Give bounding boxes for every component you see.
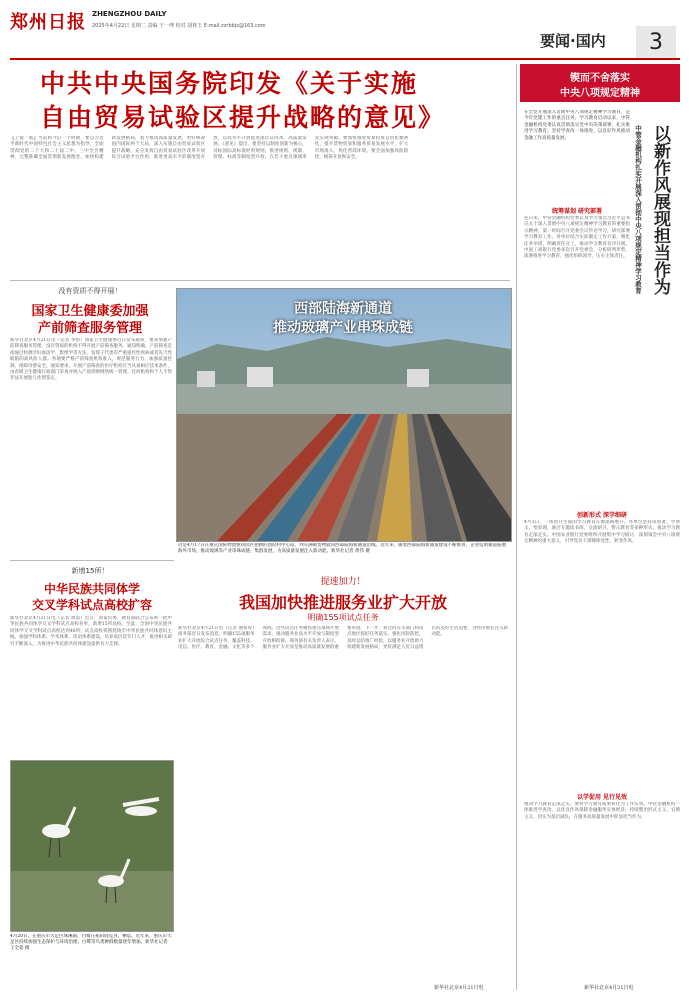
sidebar-vertical-subtitle: 中管金融机构扎实开展深入贯彻中央八项规定精神学习教育	[634, 125, 642, 294]
photo-title-line1: 西部陆海新通道	[294, 301, 392, 317]
page-number: 3	[636, 26, 676, 60]
sidebar-body-2: 4月3日，一场别开生面的学习教育在源深路展开。各单位坚持读原著、学原文、悟原理，通过专题读书班、交流研讨、警示教育等多种形式，推动学习教育走深走实。中国农业银行党委组织开展集中学习研讨，深刻领会中央八项规定精神的重大意义，引导党员干部锤炼党性、转变作风。	[524, 520, 680, 545]
service-subtitle: 明确155项试点任务	[307, 613, 379, 622]
egret-caption: 4月20日，在重庆市大足区珠溪镇，白鹭在稻田间觅食、栖息。近年来，重庆市大足区持续加强生态保护与环境治理，白鹭等鸟类种群数量逐年增加。新华社记者 王全超 摄	[10, 934, 172, 951]
heritage-title-line1: 中华民族共同体学	[43, 582, 140, 596]
health-kicker: 没有资质不得开展！	[58, 287, 122, 295]
health-body: 新华社北京4月21日电（记者 李恒）国家卫生健康委近日发布通知，要求加强产前筛查服务管理，没有资质的机构不得开展产前筛查服务。通知明确，产前筛查是指通过检测孕妇血清学、影像学等方法，发现子代患有严重遗传性疾病或者先天性缺陷的高风险人群。各地要严格产前筛查机构准入，规范服务行为，加强质量控制，保障母婴安全。通知要求，开展产前筛查的医疗机构应当具备相应技术条件，由省级卫生健康行政部门审查并纳入产前诊断网络统一管理。任何机构和个人不得非法开展胎儿性别鉴定。	[10, 338, 172, 382]
lead-article-body: 【上接一版】当前和今后一个时期，要以习近平新时代中国特色社会主义思想为指导，全面贯彻党的二十大和二十届二中、三中全会精神，完整准确全面贯彻新发展理念，加快构建新发展格局，着力推动高质量发展，更好统筹国内国际两个大局，深入实施自由贸易试验区提升战略，充分发挥自由贸易试验区改革开放综合试验平台作用，推进更高水平的制度型开放，以高水平开放促进深层次改革、高质量发展。《意见》提出，要坚持以制度创新为核心，对标国际高标准经贸规则，推进规则、规制、管理、标准等制度型开放，在若干重点领域率先实现突破。要加快推进贸易投资自由化便利化，提升货物贸易和服务贸易发展水平，扩大市场准入，优化营商环境。要全面加强风险防控，统筹开放和安全。	[10, 136, 409, 161]
egret-photo	[10, 760, 174, 932]
sidebar-heading-3: 以学促用 见行见效	[576, 794, 628, 801]
sidebar-body-3: 推动学习教育走深走实，要将学习教育成果转化为工作实效。中管金融机构一体推进学查改，以优良作风保障金融服务实体经济，持续整治形式主义、官僚主义，切实为基层减负，在服务高质量发展中彰显担当作为。	[524, 802, 680, 820]
banner-line2: 中央八项规定精神	[560, 88, 640, 99]
sidebar-heading-1: 统筹谋划 研究部署	[551, 208, 603, 215]
sidebar-intro: 在全党开展深入贯彻中央八项规定精神学习教育，是今年党建工作的重点任务。学习教育启动以来，中管金融机构党委认真贯彻落实党中央决策部署，扎实推进学习教育，坚持学查改一体推进，以良好作风推动金融工作高质量发展。	[524, 110, 630, 141]
service-body: 新华社北京4月21日电（记者 谢希瑶）商务部近日发布消息，明确155项服务业扩大开放综合试点任务，覆盖科技、电信、医疗、教育、金融、文化等多个领域。这些试点任务聚焦重点领域开放需求，推动服务业高水平开放与制度型开放相衔接。商务部有关负责人表示，服务业扩大开放是推动高质量发展的重要举措。下一步，将会同有关部门和试点地区抓好任务落实，强化风险防控，及时总结推广经验，以服务业开放助力构建新发展格局，更好满足人民日益增长的美好生活需要，为经济增长注入新动能。	[178, 626, 508, 651]
newspaper-logo: 郑州日报	[10, 12, 86, 33]
masthead	[0, 0, 690, 55]
sidebar-body-1: 连日来，中管金融机构党委认真学习领会习近平总书记关于深入贯彻中央八项规定精神学习教育的重要指示精神，第一时间召开党委会议传达学习，研究部署学习教育工作。各单位结合实际制定工作方案，细化任务举措，明确责任分工，推动学习教育有序开展。中国工商银行党委多次召开党委会，分析研判形势，部署推进学习教育，强化组织领导，压实主体责任。	[524, 216, 630, 260]
service-credit: 新华社北京4月21日电	[434, 985, 484, 991]
issue-info: 2025年4月22日 星期二 责编 王一博 校对 胡林玉 E-mail:zzrbbjs@163.com	[92, 23, 266, 29]
newspaper-title-en: ZHENGZHOU DAILY	[92, 10, 167, 18]
heritage-divider	[10, 560, 174, 561]
banner-line1: 锲而不舍落实	[570, 73, 630, 84]
heritage-title-line2: 交叉学科试点高校扩容	[31, 598, 152, 612]
lead-divider	[10, 280, 510, 281]
service-kicker: 提速加力！	[320, 577, 366, 587]
photo-title-line2: 推动玻璃产业串珠成链	[273, 320, 413, 336]
health-title-line2: 产前筛查服务管理	[37, 321, 142, 336]
heritage-kicker: 新增15所！	[71, 567, 109, 575]
photo-caption: 这是4月17日在重庆国际物流枢纽园区拍摄的团结村中心站，列车满载货物驶向西部陆海新通道沿线。近年来，随着西部陆海新通道建设不断推进，企业借助通道拓展海外市场，推动玻璃等产业串珠成链、集群发展，为高质量发展注入新动能。新华社记者 黄伟 摄	[178, 543, 507, 554]
lead-headline-line1: 中共中央国务院印发《关于实施	[40, 69, 419, 98]
sidebar-credit: 新华社北京4月21日电	[584, 985, 634, 991]
sidebar-vertical-title: 以新作风展现担当作为	[650, 125, 670, 295]
section-label: 要闻·国内	[540, 32, 606, 50]
lead-headline-line2: 自由贸易试验区提升战略的意见》	[40, 103, 446, 132]
health-title-line1: 国家卫生健康委加强	[31, 304, 149, 319]
sidebar-banner	[520, 64, 680, 102]
masthead-rule	[10, 58, 680, 60]
heritage-body: 新华社北京4月21日电（记者 胡喆）近日，国家民委、教育部联合公布新一批中华民族共同体学交叉学科试点高校名单，新增15所高校。至此，全国中华民族共同体学交叉学科试点高校达到40所。试点高校将围绕铸牢中华民族共同体意识主线，加强学科体系、学术体系、话语体系建设，培养高层次专门人才，推进相关研究不断深入，为推进中华民族共同体建设提供有力支撑。	[10, 616, 172, 647]
egret-photo-illustration	[11, 761, 173, 931]
sidebar-divider	[516, 64, 517, 990]
sidebar-heading-2: 创新形式 深学细研	[576, 512, 628, 519]
service-title: 我国加快推进服务业扩大开放	[238, 593, 447, 612]
